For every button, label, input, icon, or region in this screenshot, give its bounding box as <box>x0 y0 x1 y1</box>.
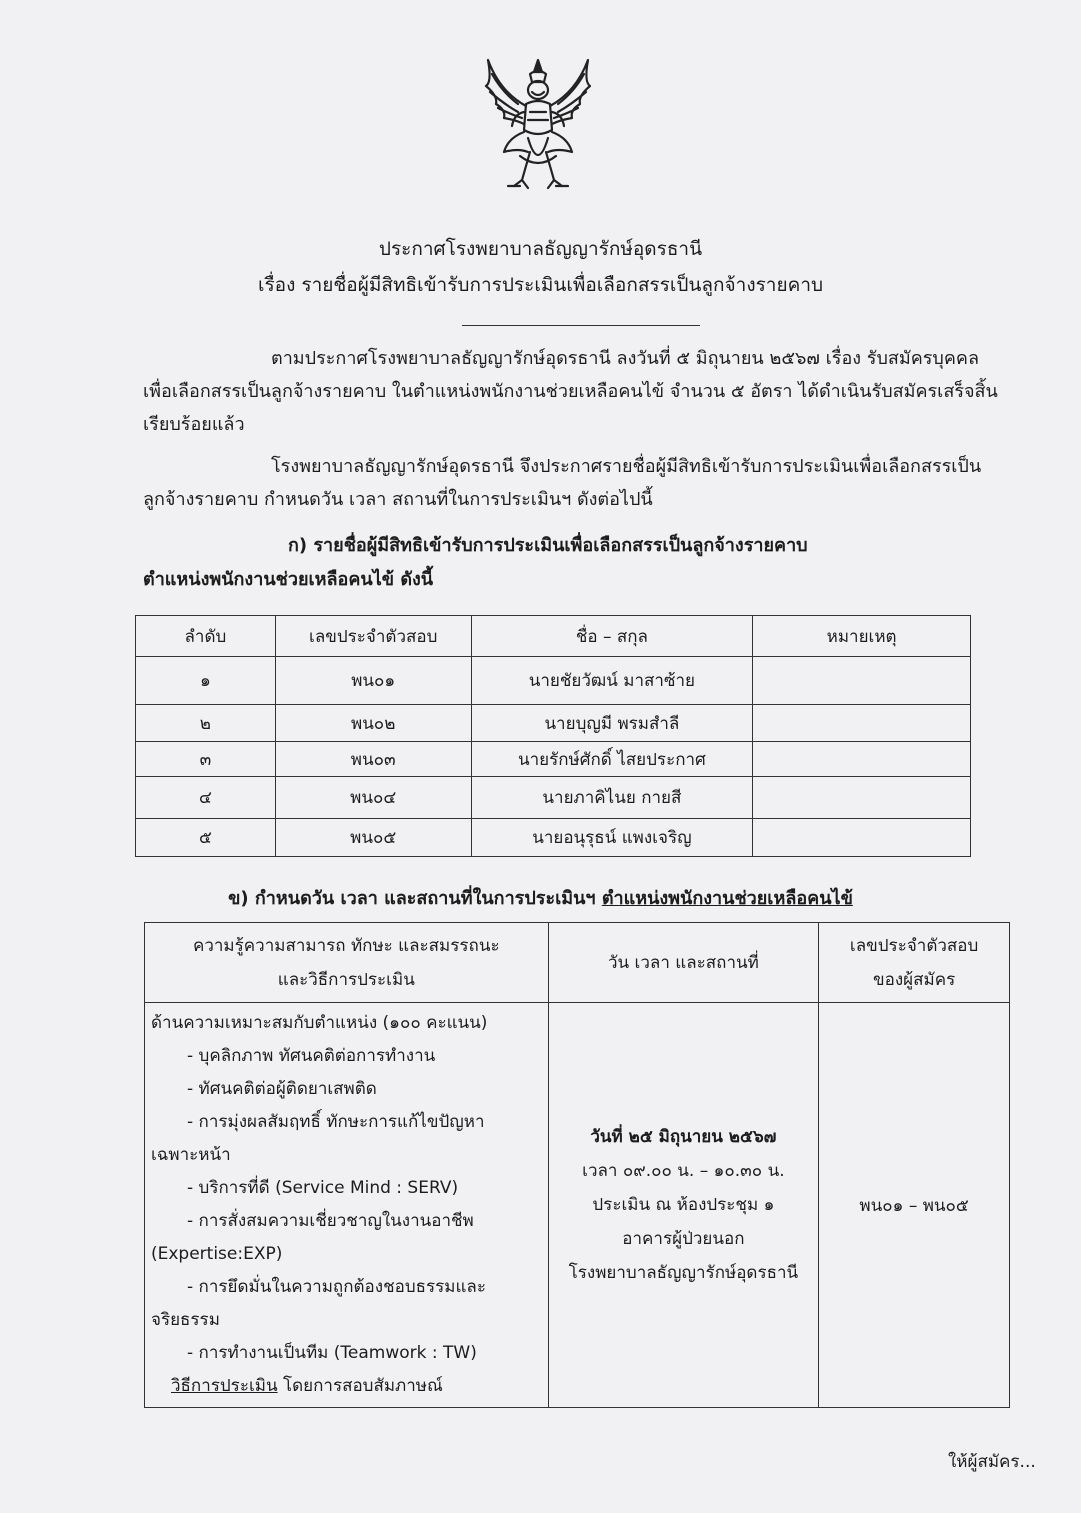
criteria-item-continued: เฉพาะหน้า <box>151 1145 231 1165</box>
ids-header-line1: เลขประจำตัวสอบ <box>849 935 979 956</box>
criteria-item: - การสั่งสมความเชี่ยวชาญในงานอาชีพ <box>187 1211 474 1231</box>
criteria-item: - การยึดมั่นในความถูกต้องชอบธรรมและ <box>187 1277 486 1297</box>
table-header-row <box>145 923 1010 1003</box>
table-header-row <box>136 616 971 657</box>
table-row <box>136 742 971 777</box>
ids-header-line2: ของผู้สมัคร <box>873 969 956 990</box>
column-header-exam-id: เลขประจำตัวสอบ <box>275 616 471 657</box>
cell-order: ๓ <box>136 742 276 777</box>
table-row <box>136 819 971 857</box>
paragraph-1: ตามประกาศโรงพยาบาลธัญญารักษ์อุดรธานี ลงวันที่ ๕ มิถุนายน ๒๕๖๗ เรื่อง รับสมัครบุคคลเพื่อเลือกสรรเป็นลูกจ้างรายคาบ ในตำแหน่งพนักงานช่วยเหลือคนไข้ จำนวน ๕ อัตรา ได้ดำเนินรับสมัครเสร็จสิ้นเรียบร้อยแล้ว <box>143 348 998 435</box>
criteria-header-line2: และวิธีการประเมิน <box>277 969 415 990</box>
table-row <box>136 657 971 705</box>
table-row <box>136 777 971 819</box>
criteria-item: - การมุ่งผลสัมฤทธิ์ ทักษะการแก้ไขปัญหา <box>187 1112 485 1132</box>
cell-name: นายภาคิไนย กายสี <box>471 777 753 819</box>
candidate-ids-cell: พน๐๑ – พน๐๕ <box>819 1003 1010 1408</box>
divider <box>462 325 700 326</box>
cell-order: ๒ <box>136 705 276 742</box>
column-header-candidate-ids <box>819 923 1010 1003</box>
section-a-subheading: ตำแหน่งพนักงานช่วยเหลือคนไข้ ดังนี้ <box>143 569 434 590</box>
assessment-method-text: โดยการสอบสัมภาษณ์ <box>277 1376 443 1396</box>
schedule-place: ประเมิน ณ ห้องประชุม ๑ <box>592 1195 775 1215</box>
criteria-item: - บริการที่ดี (Service Mind : SERV) <box>187 1178 459 1198</box>
cell-note <box>753 657 971 705</box>
paragraph-2: โรงพยาบาลธัญญารักษ์อุดรธานี จึงประกาศรายชื่อผู้มีสิทธิเข้ารับการประเมินเพื่อเลือกสรรเป็นลูกจ้างรายคาบ กำหนดวัน เวลา สถานที่ในการประเมินฯ ดังต่อไปนี้ <box>143 456 982 510</box>
cell-exam-id: พน๐๒ <box>275 705 471 742</box>
cell-name: นายบุญมี พรมสำลี <box>471 705 753 742</box>
garuda-emblem-icon <box>478 52 598 202</box>
schedule-date: วันที่ ๒๕ มิถุนายน ๒๕๖๗ <box>590 1127 777 1147</box>
cell-name: นายรักษ์ศักดิ์ ไสยประกาศ <box>471 742 753 777</box>
criteria-item-continued: จริยธรรม <box>151 1310 220 1330</box>
cell-exam-id: พน๐๕ <box>275 819 471 857</box>
schedule-cell <box>548 1003 819 1408</box>
criteria-item: - ทัศนคติต่อผู้ติดยาเสพติด <box>187 1079 377 1099</box>
table-row <box>136 705 971 742</box>
section-b-heading <box>0 883 1081 912</box>
criteria-heading: ด้านความเหมาะสมกับตำแหน่ง (๑๐๐ คะแนน) <box>151 1013 488 1033</box>
assessment-table <box>144 922 1010 1408</box>
criteria-header-line1: ความรู้ความสามารถ ทักษะ และสมรรถนะ <box>192 935 500 956</box>
table-row <box>145 1003 1010 1408</box>
column-header-criteria <box>145 923 549 1003</box>
cell-note <box>753 777 971 819</box>
cell-order: ๕ <box>136 819 276 857</box>
announcement-subject: เรื่อง รายชื่อผู้มีสิทธิเข้ารับการประเมินเพื่อเลือกสรรเป็นลูกจ้างรายคาบ <box>257 274 824 296</box>
criteria-item: - การทำงานเป็นทีม (Teamwork : TW) <box>187 1343 477 1363</box>
announcement-title: ประกาศโรงพยาบาลธัญญารักษ์อุดรธานี <box>378 238 703 260</box>
assessment-method-label: วิธีการประเมิน <box>171 1376 278 1396</box>
cell-exam-id: พน๐๑ <box>275 657 471 705</box>
cell-order: ๑ <box>136 657 276 705</box>
cell-exam-id: พน๐๓ <box>275 742 471 777</box>
section-b-heading-prefix: ข) กำหนดวัน เวลา และสถานที่ในการประเมินฯ <box>228 888 602 909</box>
candidate-table <box>135 615 971 857</box>
column-header-name: ชื่อ – สกุล <box>471 616 753 657</box>
schedule-hospital: โรงพยาบาลธัญญารักษ์อุดรธานี <box>568 1263 799 1283</box>
cell-note <box>753 819 971 857</box>
criteria-item: - บุคลิกภาพ ทัศนคติต่อการทำงาน <box>187 1046 436 1066</box>
cell-note <box>753 705 971 742</box>
column-header-note: หมายเหตุ <box>753 616 971 657</box>
continuation-note: ให้ผู้สมัคร... <box>948 1452 1036 1472</box>
assessment-method <box>151 1370 542 1403</box>
cell-name: นายชัยวัฒน์ มาสาซ้าย <box>471 657 753 705</box>
column-header-schedule: วัน เวลา และสถานที่ <box>548 923 819 1003</box>
criteria-cell <box>145 1003 549 1408</box>
schedule-time: เวลา ๐๙.๐๐ น. – ๑๐.๓๐ น. <box>582 1161 785 1181</box>
section-b-heading-position: ตำแหน่งพนักงานช่วยเหลือคนไข้ <box>601 888 853 909</box>
column-header-order: ลำดับ <box>136 616 276 657</box>
cell-order: ๔ <box>136 777 276 819</box>
schedule-building: อาคารผู้ป่วยนอก <box>622 1229 745 1249</box>
criteria-item-continued: (Expertise:EXP) <box>151 1244 283 1264</box>
cell-exam-id: พน๐๔ <box>275 777 471 819</box>
section-a-heading: ก) รายชื่อผู้มีสิทธิเข้ารับการประเมินเพื่อเลือกสรรเป็นลูกจ้างรายคาบ <box>288 535 808 556</box>
cell-note <box>753 742 971 777</box>
cell-name: นายอนุรุธน์ แพงเจริญ <box>471 819 753 857</box>
